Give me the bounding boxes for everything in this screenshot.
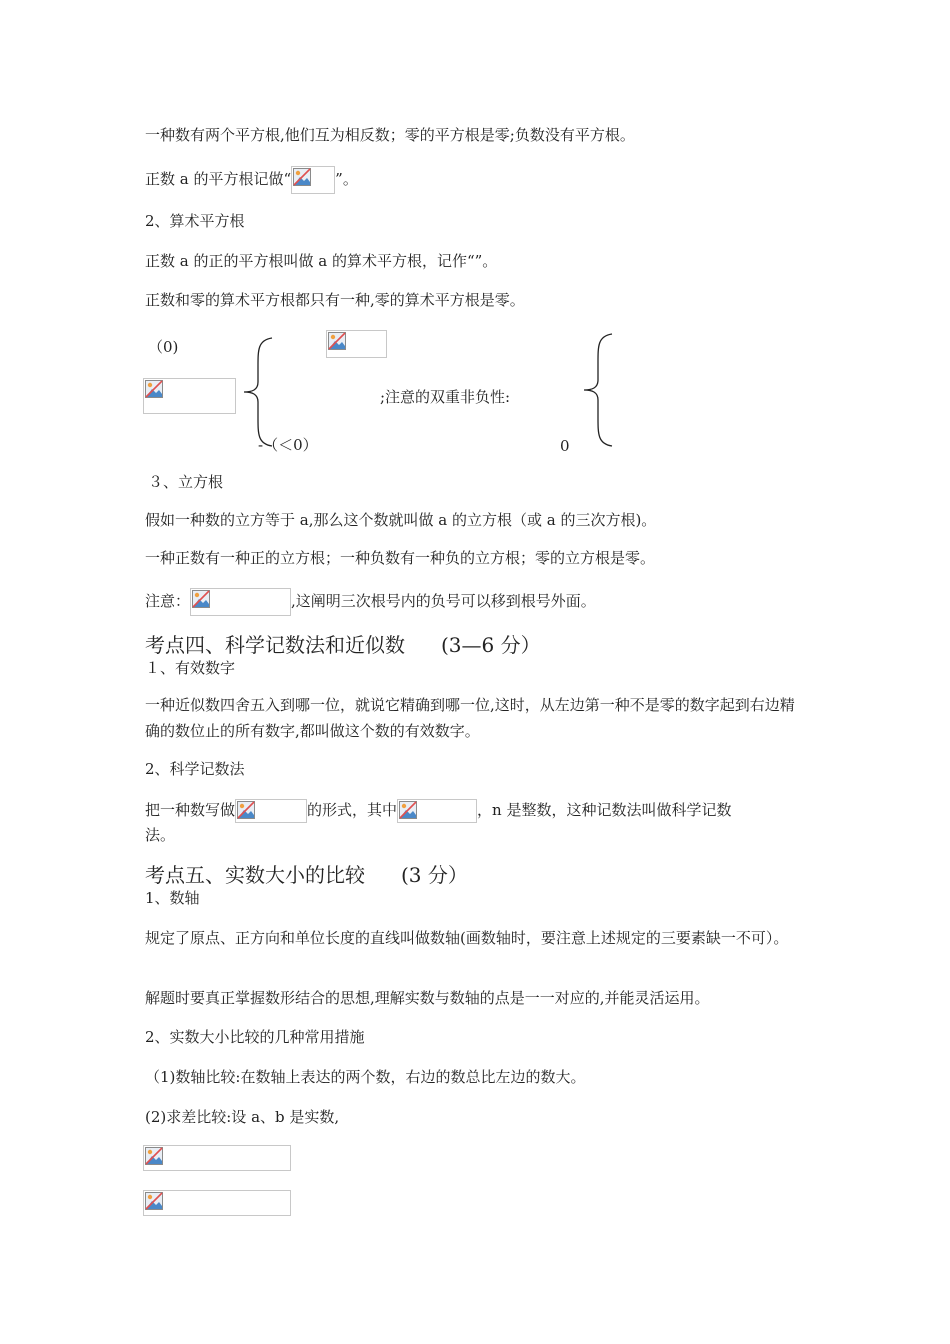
formula-image (397, 799, 477, 823)
notation-before: 正数 a 的平方根记做“ (145, 170, 292, 188)
heading-kaodian-5 (145, 862, 468, 888)
note-before: 注意： (145, 592, 191, 610)
paragraph-number-line-usage: 解题时要真正掌握数形结合的思想,理解实数与数轴的点是一一对应的,并能灵活运用。 (145, 989, 710, 1007)
heading-score: (3 分） (401, 863, 468, 887)
paragraph-cube-root-note (145, 588, 596, 616)
case-label-bottom: -（＜0） (258, 436, 318, 454)
heading-score: (3—6 分） (441, 633, 541, 657)
case-label-top: （0) (148, 338, 179, 356)
heading-text: 考点四、科学记数法和近似数 (145, 633, 405, 657)
paragraph-square-root: 一种数有两个平方根,他们互为相反数；零的平方根是零;负数没有平方根。 (145, 126, 635, 144)
formula-image (291, 166, 335, 194)
zero-label: 0 (560, 437, 570, 455)
double-nonneg-note: ;注意的双重非负性: (380, 388, 511, 406)
paragraph-cube-root: 假如一种数的立方等于 a,那么这个数就叫做 a 的立方根（或 a 的三次方根)。 (145, 511, 657, 529)
formula-image (143, 1190, 291, 1216)
comparison-method-2: (2)求差比较:设 a、b 是实数, (145, 1108, 340, 1126)
paragraph-scientific-notation (145, 799, 731, 823)
notation-after: ”。 (335, 170, 358, 188)
section-title-arithmetic-root: 2、算术平方根 (145, 212, 245, 230)
subtitle-number-line: 1、数轴 (145, 889, 200, 907)
formula-image (190, 588, 291, 616)
formula-image (326, 330, 387, 358)
note-after: ,这阐明三次根号内的负号可以移到根号外面。 (291, 592, 596, 610)
formula-image (143, 378, 236, 414)
comparison-method-1: （1)数轴比较:在数轴上表达的两个数，右边的数总比左边的数大。 (145, 1068, 586, 1086)
right-brace (580, 332, 616, 448)
sn-part-c: ，n 是整数，这种记数法叫做科学记数 (477, 801, 732, 819)
subtitle-comparison-methods: 2、实数大小比较的几种常用措施 (145, 1028, 365, 1046)
paragraph-cube-root-signs: 一种正数有一种正的立方根；一种负数有一种负的立方根；零的立方根是零。 (145, 549, 656, 567)
section-title-cube-root: ３、立方根 (148, 473, 224, 491)
sn-part-b: 的形式，其中 (307, 801, 398, 819)
formula-image (143, 1145, 291, 1171)
subtitle-scientific-notation: 2、科学记数法 (145, 760, 245, 778)
paragraph-arithmetic-root-unique: 正数和零的算术平方根都只有一种,零的算术平方根是零。 (145, 291, 525, 309)
paragraph-arithmetic-root: 正数 a 的正的平方根叫做 a 的算术平方根，记作“”。 (145, 252, 498, 270)
heading-text: 考点五、实数大小的比较 (145, 863, 365, 887)
formula-image (235, 799, 307, 823)
heading-kaodian-4 (145, 632, 541, 658)
paragraph-significant-figures: 一种近似数四舍五入到哪一位，就说它精确到哪一位,这时，从左边第一种不是零的数字起到右边精确的数位止的所有数字,都叫做这个数的有效数字。 (145, 696, 795, 740)
paragraph-scientific-notation-end: 法。 (145, 826, 176, 844)
paragraph-number-line: 规定了原点、正方向和单位长度的直线叫做数轴(画数轴时，要注意上述规定的三要素缺一不可）。 (145, 929, 789, 947)
sn-part-a: 把一种数写做 (145, 801, 236, 819)
paragraph-square-root-notation (145, 166, 358, 194)
subtitle-significant-figures: １、有效数字 (145, 659, 236, 677)
left-brace (240, 336, 276, 448)
